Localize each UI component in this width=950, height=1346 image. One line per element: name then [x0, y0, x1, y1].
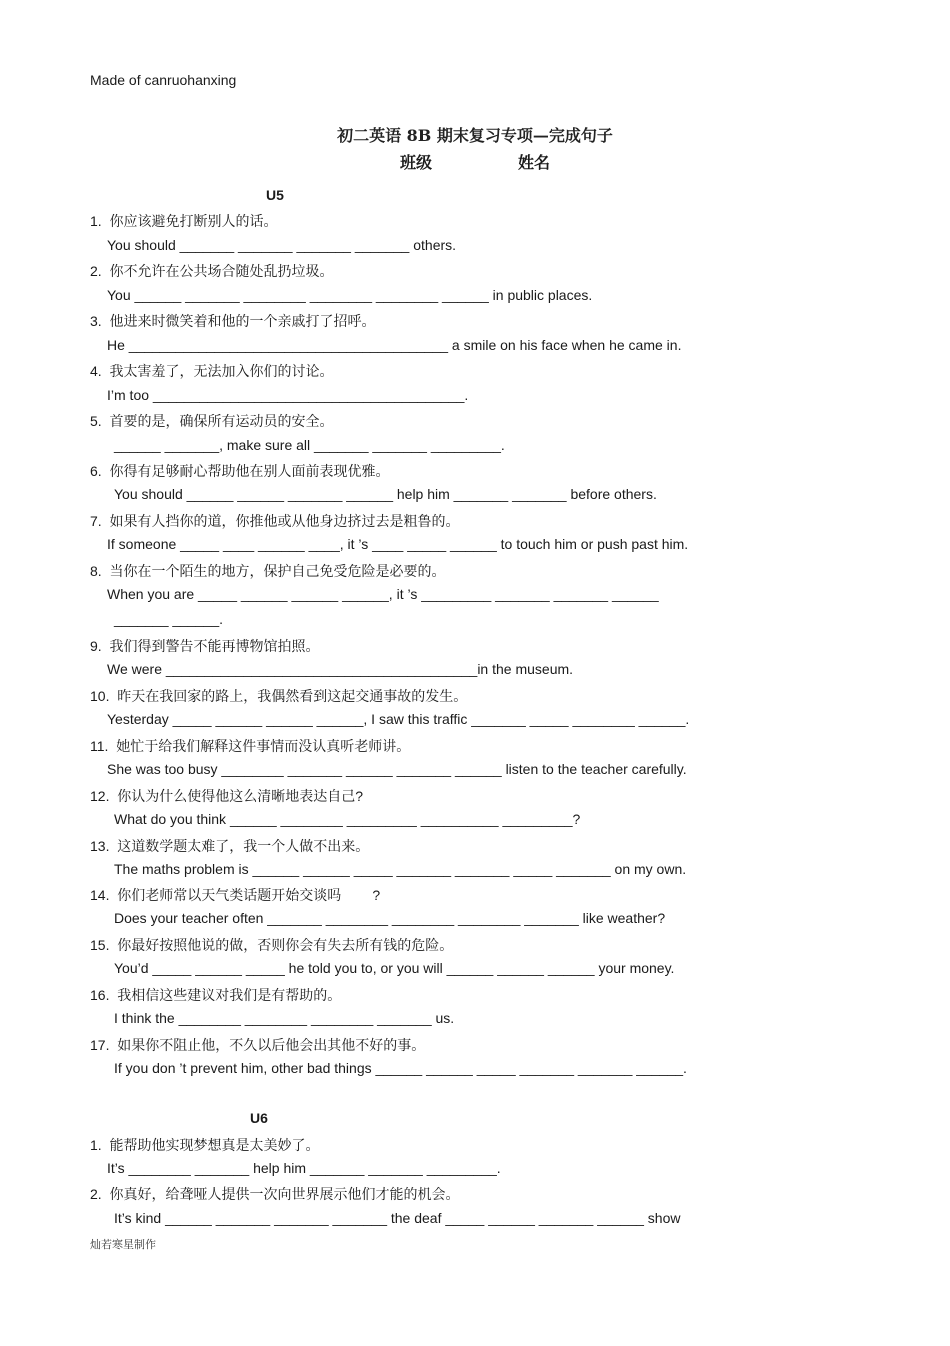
question-cn: 13. 这道数学题太难了，我一个人做不出来。: [90, 838, 370, 854]
question-en: You ______ _______ ________ ________ ________ ______ in public places.: [107, 287, 593, 303]
question-en: You’d _____ ______ _____ he told you to, or you will ______ ______ ______ your money.: [114, 960, 675, 976]
question-en: It’s kind ______ _______ _______ _______ the deaf _____ ______ _______ ______ show: [114, 1210, 681, 1226]
question-en: What do you think ______ ________ _________ __________ _________?: [114, 811, 581, 827]
question-en: ______ _______, make sure all _______ _______ _________.: [114, 437, 505, 453]
question-cn: 1. 你应该避免打断别人的话。: [90, 213, 278, 229]
footer-text: 灿若寒星制作: [90, 1239, 156, 1251]
question-en: You should _______ _______ _______ _______ others.: [107, 237, 457, 253]
question-cn: 1. 能帮助他实现梦想真是太美妙了。: [90, 1137, 320, 1153]
header-text: Made of canruohanxing: [90, 72, 237, 88]
question-en: When you are _____ ______ ______ ______, it ’s _________ _______ _______ ______: [107, 586, 659, 602]
unit-heading: U5: [266, 187, 284, 203]
name-label: 姓名: [518, 153, 551, 172]
question-cn: 9. 我们得到警告不能再博物馆拍照。: [90, 638, 320, 654]
question-cn: 10. 昨天在我回家的路上，我偶然看到这起交通事故的发生。: [90, 688, 468, 704]
question-en: You should ______ ______ _______ ______ help him _______ _______ before others.: [114, 486, 657, 502]
question-en-continued: _______ ______.: [114, 611, 223, 627]
question-cn: 11. 她忙于给我们解释这件事情而没认真听老师讲。: [90, 738, 411, 754]
question-cn: 7. 如果有人挡你的道，你推他或从他身边挤过去是粗鲁的。: [90, 513, 460, 529]
question-cn: 8. 当你在一个陌生的地方，保护自己免受危险是必要的。: [90, 563, 446, 579]
question-cn: 3. 他进来时微笑着和他的一个亲戚打了招呼。: [90, 313, 376, 329]
question-en: Does your teacher often _______ ________ ________ ________ _______ like weather?: [114, 910, 666, 926]
question-en: She was too busy ________ _______ ______ _______ ______ listen to the teacher carefully.: [107, 761, 687, 777]
question-cn: 15. 你最好按照他说的做，否则你会有失去所有钱的危险。: [90, 937, 454, 953]
question-cn: 2. 你不允许在公共场合随处乱扔垃圾。: [90, 263, 334, 279]
question-cn: 2. 你真好，给聋哑人提供一次向世界展示他们才能的机会。: [90, 1186, 460, 1202]
question-en: The maths problem is ______ ______ _____ _______ _______ _____ _______ on my own.: [114, 861, 687, 877]
question-en: It’s ________ _______ help him _______ _______ _________.: [107, 1160, 501, 1176]
question-en: I think the ________ ________ ________ _______ us.: [114, 1010, 455, 1026]
question-en: If someone _____ ____ ______ ____, it ’s ____ _____ ______ to touch him or push past him.: [107, 536, 689, 552]
question-cn: 4. 我太害羞了，无法加入你们的讨论。: [90, 363, 334, 379]
question-cn: 5. 首要的是，确保所有运动员的安全。: [90, 413, 334, 429]
question-cn: 12. 你认为什么使得他这么清晰地表达自己?: [90, 788, 364, 804]
question-cn: 16. 我相信这些建议对我们是有帮助的。: [90, 987, 342, 1003]
page-title: 初二英语 8B 期末复习专项—完成句子: [337, 126, 613, 145]
question-cn: 17. 如果你不阻止他，不久以后他会出其他不好的事。: [90, 1037, 426, 1053]
question-cn: 6. 你得有足够耐心帮助他在别人面前表现优雅。: [90, 463, 390, 479]
question-en: I’m too ________________________________________.: [107, 387, 469, 403]
question-en: We were ________________________________________in the museum.: [107, 661, 574, 677]
question-en: He _________________________________________ a smile on his face when he came in.: [107, 337, 682, 353]
class-label: 班级: [400, 153, 433, 172]
question-en: If you don ’t prevent him, other bad things ______ ______ _____ _______ _______ ______.: [114, 1060, 687, 1076]
unit-heading: U6: [250, 1110, 268, 1126]
question-cn: 14. 你们老师常以天气类话题开始交谈吗 ?: [90, 887, 381, 903]
question-en: Yesterday _____ ______ ______ ______, I saw this traffic _______ _____ ________ ______.: [107, 711, 690, 727]
